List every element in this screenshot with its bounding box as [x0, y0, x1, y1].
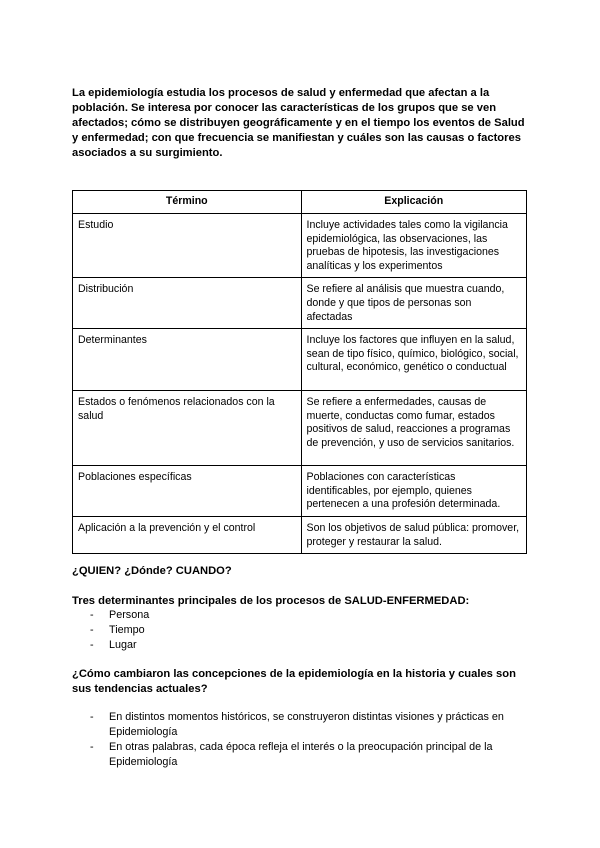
- term-cell: Poblaciones específicas: [73, 466, 302, 517]
- header-explicacion: Explicación: [301, 191, 527, 214]
- list-item: [72, 608, 532, 623]
- explanation-cell: Son los objetivos de salud pública: promover, proteger y restaurar la salud.: [301, 516, 527, 553]
- intro-paragraph: La epidemiología estudia los procesos de salud y enfermedad que afectan a la población. Se interesa por conocer las características de los grupos que se ven afectados; cómo se distribuyen geográficamente y en el tiempo los eventos de Salud y enfermedad; con que frecuencia se manifiestan y cuáles son las causas o factores asociados a su surgimiento.: [72, 87, 525, 159]
- question-tres-determinantes: Tres determinantes principales de los procesos de SALUD-ENFERMEDAD:: [72, 595, 470, 607]
- term-cell: Distribución: [73, 278, 302, 329]
- list-item-text: Persona: [109, 609, 150, 621]
- determinants-list: [72, 608, 532, 653]
- term-cell: Estudio: [73, 214, 302, 278]
- table-row: [73, 466, 527, 517]
- terms-table: [72, 190, 527, 554]
- term-cell: Aplicación a la prevención y el control: [73, 516, 302, 553]
- table-row: [73, 278, 527, 329]
- list-item: [72, 638, 532, 653]
- list-item-text: Lugar: [109, 639, 137, 651]
- dash-bullet: -: [90, 711, 94, 723]
- history-list: [72, 710, 532, 770]
- term-cell: Estados o fenómenos relacionados con la salud: [73, 391, 302, 466]
- table-row: [73, 214, 527, 278]
- dash-bullet: -: [90, 624, 94, 636]
- explanation-cell: Se refiere al análisis que muestra cuando, donde y que tipos de personas son afectadas: [301, 278, 527, 329]
- table-row: [73, 391, 527, 466]
- table-header-row: [73, 191, 527, 214]
- explanation-cell: Se refiere a enfermedades, causas de muerte, conductas como fumar, estados positivos de salud, reacciones a programas de prevención, y uso de servicios sanitarios.: [301, 391, 527, 466]
- list-item: [72, 740, 532, 770]
- list-item-text: Tiempo: [109, 624, 145, 636]
- dash-bullet: -: [90, 639, 94, 651]
- table-row: [73, 329, 527, 391]
- list-item-text: En otras palabras, cada época refleja el interés o la preocupación principal de la Epidemiología: [109, 741, 493, 768]
- list-item: [72, 710, 532, 740]
- explanation-cell: Poblaciones con características identificables, por ejemplo, quienes pertenecen a una profesión determinada.: [301, 466, 527, 517]
- question-concepciones: ¿Cómo cambiaron las concepciones de la epidemiología en la historia y cuales son sus tendencias actuales?: [72, 668, 516, 695]
- table-row: [73, 516, 527, 553]
- dash-bullet: -: [90, 609, 94, 621]
- dash-bullet: -: [90, 741, 94, 753]
- list-item: [72, 623, 532, 638]
- list-item-text: En distintos momentos históricos, se construyeron distintas visiones y prácticas en Epidemiología: [109, 711, 504, 738]
- question-quien-donde-cuando: ¿QUIEN? ¿Dónde? CUANDO?: [72, 565, 232, 577]
- term-cell: Determinantes: [73, 329, 302, 391]
- header-termino: Término: [73, 191, 302, 214]
- explanation-cell: Incluye actividades tales como la vigilancia epidemiológica, las observaciones, las pruebas de hipotesis, las investigaciones analíticas y los experimentos: [301, 214, 527, 278]
- explanation-cell: Incluye los factores que influyen en la salud, sean de tipo físico, químico, biológico, social, cultural, económico, genético o conductual: [301, 329, 527, 391]
